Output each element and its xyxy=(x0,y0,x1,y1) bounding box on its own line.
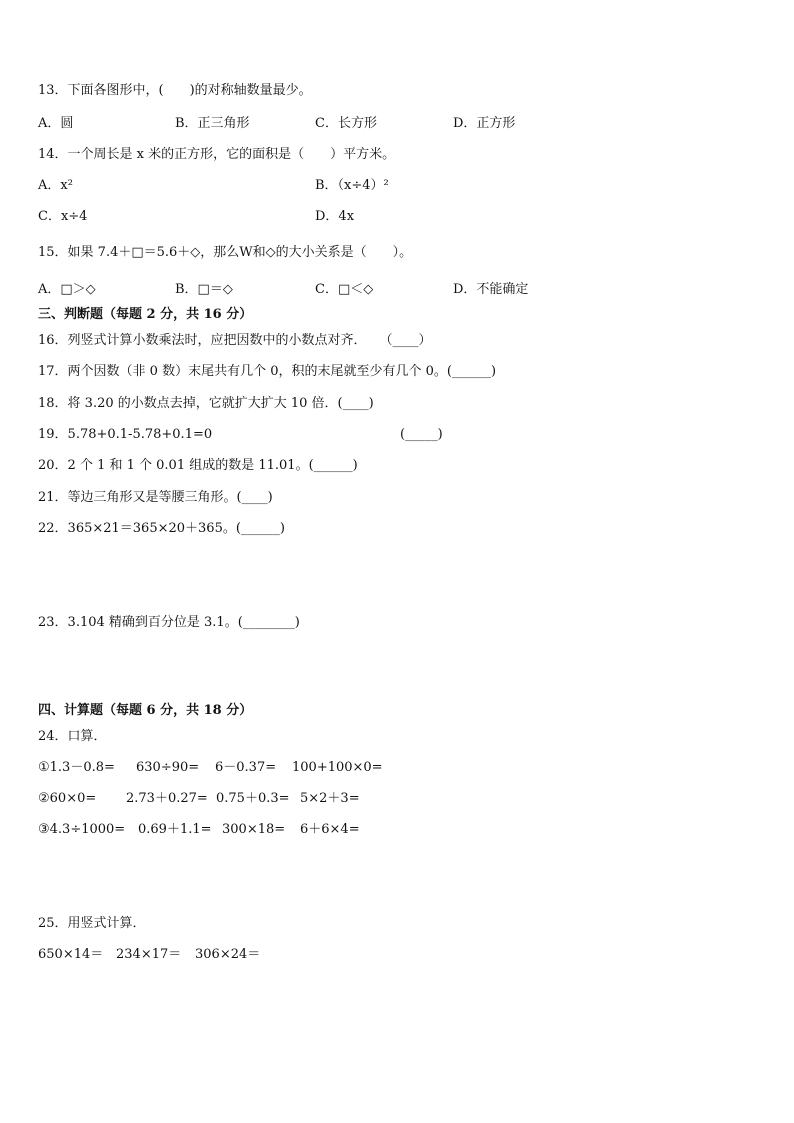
q14-option-d: D．4x xyxy=(315,209,355,224)
q24-row1-item1: ①1.3－0.8= xyxy=(38,760,115,775)
q24-row1-item2: 630÷90= xyxy=(136,760,200,775)
q15-option-a: A．□＞◇ xyxy=(38,282,96,297)
q15-option-b: B．□＝◇ xyxy=(175,282,233,297)
question-25-label: 25．用竖式计算． xyxy=(38,916,146,931)
question-15: 15．如果 7.4＋□＝5.6＋◇，那么W和◇的大小关系是（ ）。 xyxy=(38,245,413,260)
q13-option-c: C．长方形 xyxy=(315,116,377,131)
q24-row3-item3: 300×18= xyxy=(222,822,286,837)
q13-option-b: B．正三角形 xyxy=(175,116,250,131)
question-16: 16．列竖式计算小数乘法时，应把因数中的小数点对齐． （____） xyxy=(38,333,432,348)
question-20: 20．2 个 1 和 1 个 0.01 组成的数是 11.01。(______) xyxy=(38,458,358,473)
q24-row2-item4: 5×2＋3= xyxy=(300,791,360,806)
q13-option-a: A．圆 xyxy=(38,116,74,131)
q14-option-c: C．x÷4 xyxy=(38,209,88,224)
q14-option-b: B．（x÷4）² xyxy=(315,178,389,193)
question-19-answer-blank: (_____) xyxy=(400,427,443,442)
q24-row3-item4: 6＋6×4= xyxy=(300,822,360,837)
q15-option-c: C．□＜◇ xyxy=(315,282,374,297)
question-21: 21．等边三角形又是等腰三角形。(____) xyxy=(38,490,273,505)
q14-option-a: A．x² xyxy=(38,178,73,193)
q15-option-d: D．不能确定 xyxy=(453,282,529,297)
q24-row2-item2: 2.73＋0.27= xyxy=(126,791,208,806)
question-22: 22．365×21＝365×20＋365。(______) xyxy=(38,521,285,536)
question-18: 18．将 3.20 的小数点去掉，它就扩大扩大 10 倍．(____) xyxy=(38,396,374,411)
q13-option-d: D．正方形 xyxy=(453,116,516,131)
section-3-title: 三、判断题（每题 2 分，共 16 分） xyxy=(38,307,253,322)
question-19: 19．5.78+0.1-5.78+0.1=0 xyxy=(38,427,213,442)
q24-row1-item3: 6－0.37= xyxy=(215,760,277,775)
q24-row2-item1: ②60×0= xyxy=(38,791,97,806)
question-14: 14．一个周长是 x 米的正方形，它的面积是（ ）平方米。 xyxy=(38,147,396,162)
q25-item-3: 306×24＝ xyxy=(195,947,261,962)
q24-row3-item2: 0.69＋1.1= xyxy=(138,822,212,837)
q24-row2-item3: 0.75＋0.3= xyxy=(216,791,290,806)
question-23: 23．3.104 精确到百分位是 3.1。(________) xyxy=(38,615,300,630)
q24-row3-item1: ③4.3÷1000= xyxy=(38,822,126,837)
section-4-title: 四、计算题（每题 6 分，共 18 分） xyxy=(38,703,253,718)
q25-item-1: 650×14＝ xyxy=(38,947,104,962)
question-17: 17．两个因数（非 0 数）末尾共有几个 0，积的末尾就至少有几个 0。(______) xyxy=(38,364,497,379)
q24-row1-item4: 100+100×0= xyxy=(292,760,383,775)
question-24-label: 24．口算． xyxy=(38,729,107,744)
q25-item-2: 234×17＝ xyxy=(116,947,182,962)
question-13: 13．下面各图形中，( )的对称轴数量最少。 xyxy=(38,83,312,98)
